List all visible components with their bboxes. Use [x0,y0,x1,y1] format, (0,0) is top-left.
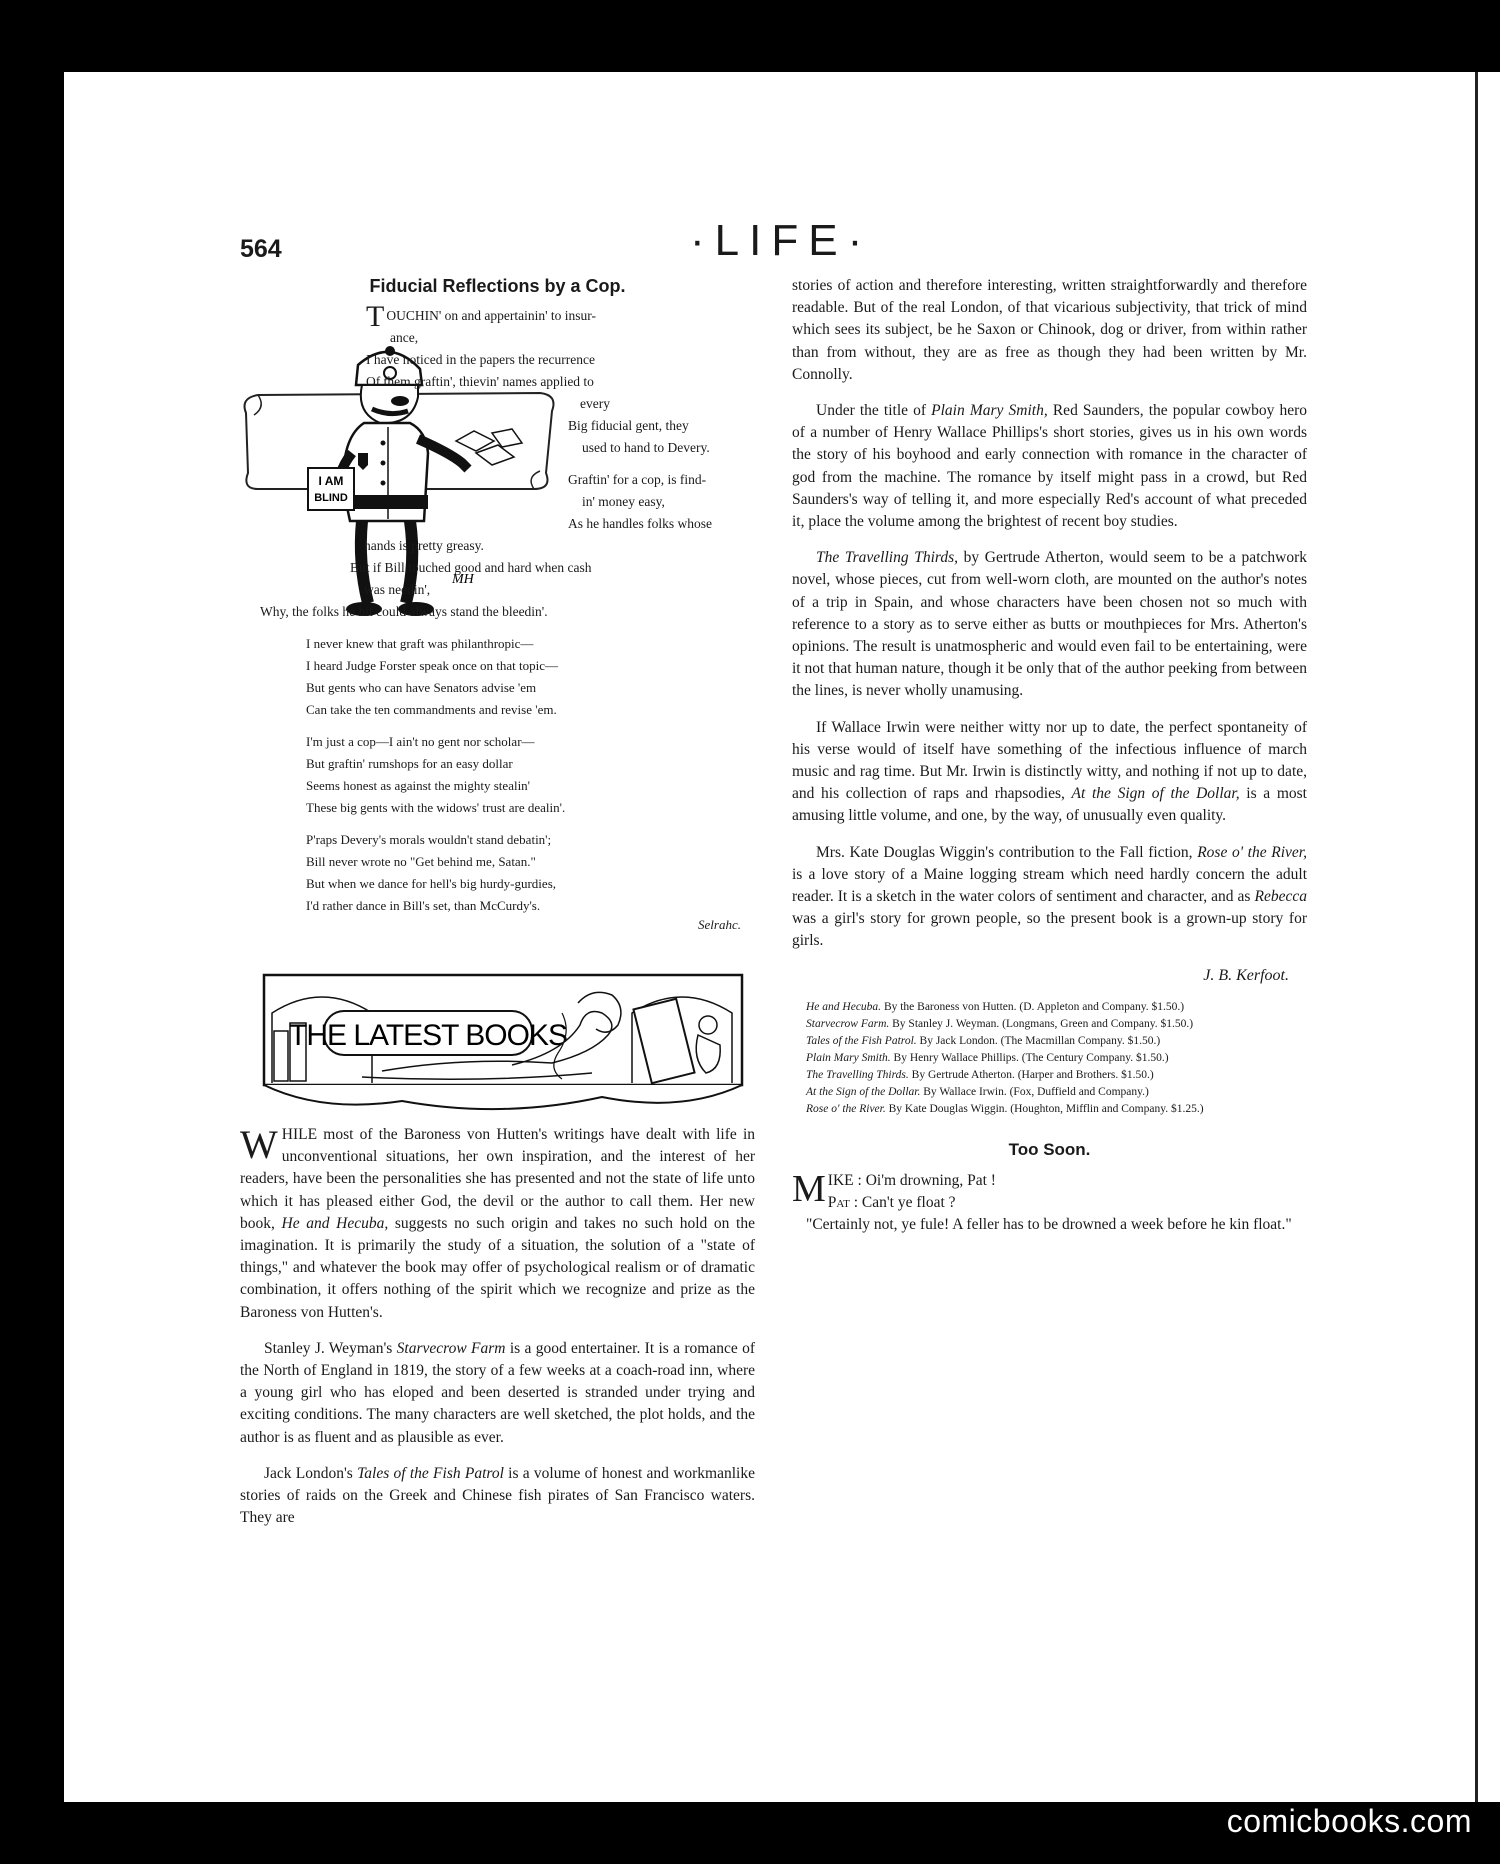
book-title: At the Sign of the Dollar, [1071,785,1240,803]
joke-dropcap: M [792,1167,826,1210]
right-column [792,275,1307,1236]
bibliography-entry [792,1067,1307,1084]
review-paragraph-4: stories of action and therefore interesting, written straightforwardly and therefore readable. But of the real London, of that vicarious subjectivity, that trick of mind which sees its subject, be he Saxon or Chinook, dog or driver, from within rather than from without, they are as free as though they had been written by Mr. Connolly. [792,277,1307,383]
bibliography-entry [792,1033,1307,1050]
book-title: Tales of the Fish Patrol [357,1464,504,1482]
text-run: is a most amusing little volume, and one, by the way, of unusually even quality. [792,785,1307,825]
book-title: At the Sign of the Dollar. [806,1085,921,1098]
text-run: suggests no such origin and takes no such hold on the imagination. It is primarily the study of a situation, the solution of a "state of things," and whatever the book may offer of psychological realism or of dramatic combination, it offers nothing of the spirit which we recognize and prize as the Baroness von Hutten's. [240,1214,755,1321]
joke-line-3: "Certainly not, ye fule! A feller has to be drowned a week before he kin float." [806,1215,1292,1233]
book-title: Tales of the Fish Patrol. [806,1034,917,1047]
poem-title: Fiducial Reflections by a Cop. [369,276,626,296]
left-column [240,270,755,1543]
text-run: Jack London's [264,1464,358,1482]
poem-signature: Selrahc. [698,917,741,932]
text-run: Stanley J. Weyman's [264,1339,397,1357]
text-run: By Henry Wallace Phillips. (The Century Company. $1.50.) [890,1051,1169,1064]
poem-line: But graftin' rumshops for an easy dollar [306,756,513,771]
text-run: Red Saunders, the popular cowboy hero of a number of Henry Wallace Phillips's short stories, gives us in his own words the story of his boyhood and early connection with romance in the character of god from the machine. The romance by itself might pass in a crowd, but Red Saunders's way of telling it, and more especially Red's account of what preceded it, place the volume among the brightest of recent boy studies. [792,402,1307,531]
poem-stanza-1 [240,300,755,623]
poem-first-stanza-block [240,300,755,623]
joke-line-2 [792,1192,1307,1214]
joke-body [792,1167,1307,1236]
text-run: by Gertrude Atherton, would seem to be a patchwork novel, whose pieces, cut from well-worn cloth, are mounted on the author's notes of a trip in Spain, and whose characters have been chosen not so much with reference to a story as to serve either as butts or mouthpieces for Mrs. Atherton's opinions. The result is unatmospheric and would even fail to be entertaining, were it not that human nature, though it be only that of the author peeking from between the lines, is never wholly unamusing. [792,549,1307,700]
review-paragraph-8 [792,842,1307,953]
book-title: The Travelling Thirds. [806,1068,909,1081]
review-paragraph-1 [240,1124,755,1324]
next-page-edge [1475,72,1500,1802]
artist-initials: MH [452,572,474,587]
poem-line: But when we dance for hell's big hurdy-gurdies, [306,876,557,891]
poem-stanza-3 [240,731,755,819]
poem-line: Big fiducial gent, they [568,418,689,433]
book-title: He and Hecuba. [806,1000,882,1013]
poem-line: But if Bill touched good and hard when cash [350,560,592,575]
bibliography-entry [792,1016,1307,1033]
text-run: Under the title of [816,402,932,420]
sign-text-1: I AM [318,474,344,488]
poem-line: I'd rather dance in Bill's set, than McCurdy's. [306,898,541,913]
book-title: He and Hecuba, [281,1214,389,1232]
poem-line: OUCHIN' on and appertainin' to insur- [386,308,597,323]
text-run: By Jack London. (The Macmillan Company. $1.50.) [916,1034,1161,1047]
speaker: IKE : [827,1171,862,1189]
poem-line: Why, the folks he hit could always stand the bleedin'. [260,604,548,619]
text-run: is a volume of honest and workmanlike stories of raids on the Greek and Chinese fish pirates of San Francisco waters. They are [240,1464,755,1527]
book-title: Plain Mary Smith. [806,1051,891,1064]
text-run: Can't ye float ? [858,1193,956,1211]
poem-dropcap: T [366,300,385,333]
latest-books-banner [262,973,744,1119]
poem-line: Seems honest as against the mighty stealin' [306,778,531,793]
book-title: Rebecca [1254,888,1307,906]
poem-line: P'raps Devery's morals wouldn't stand debatin'; [306,832,552,847]
poem-line: used to hand to Devery. [582,440,710,455]
joke-title: Too Soon. [1008,1139,1091,1159]
poem-line: Of them graftin', thievin' names applied to [366,374,594,389]
poem-line: ance, [390,330,419,345]
book-title: Rose o' the River. [806,1102,886,1115]
book-title: Plain Mary Smith, [931,402,1048,420]
review-paragraph-6 [792,547,1307,702]
review-paragraph-7 [792,717,1307,828]
poem-line: I never knew that graft was philanthropic— [306,636,534,651]
poem-line: I heard Judge Forster speak once on that topic— [306,658,558,673]
text-run: was a girl's story for grown people, so the present book is a grown-up story for girls. [792,910,1307,950]
text-run: By Kate Douglas Wiggin. (Houghton, Mifflin and Company. $1.25.) [885,1102,1204,1115]
review-paragraph-3 [240,1463,755,1530]
poem-line: in' money easy, [582,494,665,509]
page-number: 564 [240,235,282,263]
poem-line: As he handles folks whose [568,516,712,531]
poem-line: But gents who can have Senators advise 'em [306,680,537,695]
poem-line: Graftin' for a cop, is find- [568,472,707,487]
book-title: The Travelling Thirds, [816,549,959,567]
masthead: ·LIFE· [690,216,873,265]
watermark: comicbooks.com [1226,1803,1472,1839]
poem-stanza-2 [240,633,755,721]
sign-text-2: BLIND [314,492,348,504]
poem-line: Bill never wrote no "Get behind me, Satan." [306,854,536,869]
bibliography-entry [792,1084,1307,1101]
text-run: HILE most of the Baroness von Hutten's writings have dealt with life in unconventional situations, her own inspiration, and the interest of her readers, have been the personalities she has presented and not the state of life unto which it has pleased either God, the devil or the author to call them. Her new book, [240,1126,755,1232]
review-dropcap: W [240,1122,278,1167]
text-run: is a love story of a Maine logging stream which need hardly concern the adult reader. It is a sketch in the water colors of sentiment and character, and as [792,865,1307,906]
poem-line: These big gents with the widows' trust are dealin'. [306,800,566,815]
bibliography-entry [792,999,1307,1016]
poem-line: every [580,396,610,411]
bibliography-entry [792,1101,1307,1118]
joke-line-1 [792,1170,1307,1192]
banner-title: THE LATEST BOOKS [289,1019,567,1052]
text-run: By Stanley J. Weyman. (Longmans, Green and Company. $1.50.) [889,1017,1194,1030]
book-title: Starvecrow Farm. [806,1017,890,1030]
bibliography [792,999,1307,1118]
poem-line: hands is pretty greasy. [364,538,484,553]
review-signature: J. B. Kerfoot. [1203,966,1289,984]
text-run: Mrs. Kate Douglas Wiggin's contribution to the Fall fiction, [816,843,1198,861]
poem-line: was needin', [364,582,431,597]
book-title: Starvecrow Farm [396,1339,506,1357]
review-paragraph-2 [240,1338,755,1449]
poem-line: Can take the ten commandments and revise 'em. [306,702,557,717]
text-run: is a good entertainer. It is a romance of the North of England in 1819, the story of a few weeks at a coach-road inn, where a young girl who has eloped and been deserted is stranded under trying and exciting conditions. The many characters are well sketched, the plot holds, and the author is as fluent and as plausible as ever. [240,1339,755,1446]
poem-line: I have noticed in the papers the recurrence [366,352,596,367]
text-run: By the Baroness von Hutten. (D. Appleton and Company. $1.50.) [881,1000,1185,1013]
text-run: By Wallace Irwin. (Fox, Duffield and Company.) [920,1085,1149,1098]
text-run: If Wallace Irwin were neither witty nor up to date, the perfect spontaneity of his verse would of itself have something of the infectious influence of march music and rag time. But Mr. Irwin is distinctly witty, and nothing if not up to date, and his collection of raps and rhapsodies, [792,718,1307,803]
poem-line: I'm just a cop—I ain't no gent nor scholar— [306,734,535,749]
text-run: Oi'm drowning, Pat ! [861,1171,996,1189]
speaker: Pat : [827,1193,859,1211]
review-paragraph-5 [792,400,1307,533]
poem-stanza-4 [240,829,755,917]
bibliography-entry [792,1050,1307,1067]
book-title: Rose o' the River, [1197,843,1307,861]
text-run: By Gertrude Atherton. (Harper and Brothers. $1.50.) [908,1068,1154,1081]
